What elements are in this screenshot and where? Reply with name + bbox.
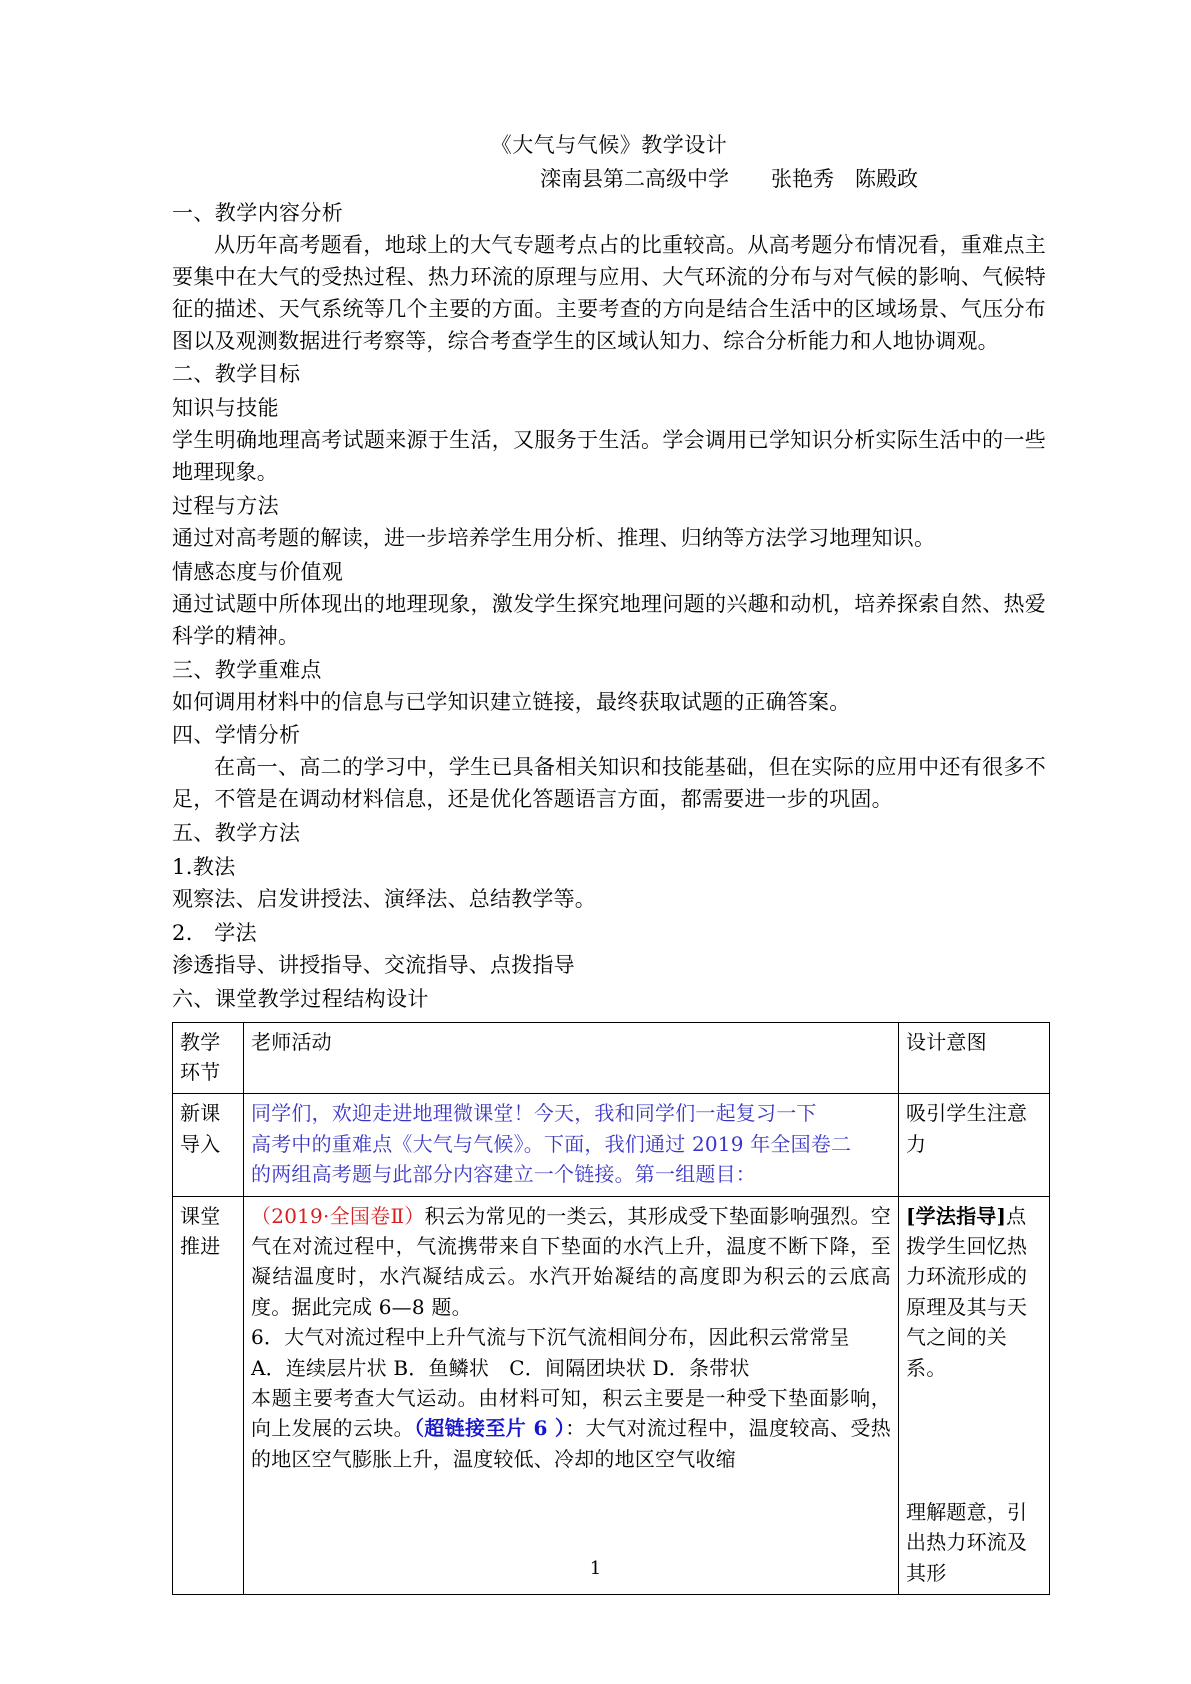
document-byline: 滦南县第二高级中学 张艳秀 陈殿政 xyxy=(540,167,918,192)
section-2-sub1-text: 学生明确地理高考试题来源于生活，又服务于生活。学会调用已学知识分析实际生活中的一些地理现象。 xyxy=(172,428,1046,485)
table-row xyxy=(173,1196,1050,1595)
section-2-heading: 二、教学目标 xyxy=(172,362,301,387)
row-2-stage xyxy=(173,1196,244,1595)
row-1-activity xyxy=(244,1094,899,1196)
header-cell-intent: 设计意图 xyxy=(899,1022,1050,1094)
row-1-stage-line-1: 新课 xyxy=(180,1101,221,1126)
page-number: 1 xyxy=(589,1558,602,1579)
section-2-sub1-heading: 知识与技能 xyxy=(172,396,279,421)
row-2-options: A．连续层片状 B．鱼鳞状 C．间隔团块状 D．条带状 xyxy=(251,1355,750,1380)
section-1-heading: 一、教学内容分析 xyxy=(172,200,344,225)
row-1-activity-line-3: 的两组高考题与此部分内容建立一个链接。第一组题目： xyxy=(251,1162,756,1187)
row-1-activity-line-1: 同学们，欢迎走进地理微课堂！今天，我和同学们一起复习一下 xyxy=(251,1101,817,1126)
section-3-text: 如何调用材料中的信息与已学知识建立链接，最终获取试题的正确答案。 xyxy=(172,689,851,714)
section-5-sub1-heading: 1.教法 xyxy=(172,855,236,880)
table-header-row xyxy=(173,1022,1050,1094)
row-2-activity xyxy=(244,1196,899,1595)
row-2-question-block xyxy=(251,1201,891,1323)
row-1-intent: 吸引学生注意力 xyxy=(899,1094,1050,1196)
section-3-heading: 三、教学重难点 xyxy=(172,657,322,682)
question-body: 积云为常见的一类云，其形成受下垫面影响强烈。空气在对流过程中，气流携带来自下垫面的水汽上升，温度不断下降，至凝结温度时，水汽凝结成云。水汽开始凝结的高度即为积云的云底高度。据此完成 6—8 题。 xyxy=(251,1203,891,1319)
section-6-heading: 六、课堂教学过程结构设计 xyxy=(172,986,429,1011)
section-4-text: 在高一、高二的学习中，学生已具备相关知识和技能基础，但在实际的应用中还有很多不足，不管是在调动材料信息，还是优化答题语言方面，都需要进一步的巩固。 xyxy=(172,755,1046,812)
row-1-activity-line-2: 高考中的重难点《大气与气候》。下面，我们通过 2019 年全国卷二 xyxy=(251,1131,852,1156)
row-2-question-6: 6．大气对流过程中上升气流与下沉气流相间分布，因此积云常常呈 xyxy=(251,1325,850,1350)
section-1-paragraph: 从历年高考题看，地球上的大气专题考点占的比重较高。从高考题分布情况看，重难点主要集中在大气的受热过程、热力环流的原理与应用、大气环流的分布与对气候的影响、气候特征的描述、天气系统等几个主要的方面。主要考查的方向是结合生活中的区域场景、气压分布图以及观测数据进行考察等，综合考查学生的区域认知力、综合分析能力和人地协调观。 xyxy=(172,232,1046,353)
section-4-heading: 四、学情分析 xyxy=(172,723,301,748)
header-stage-line-2: 环节 xyxy=(180,1059,221,1084)
hyperlink-to-slide-6[interactable]: （超链接至片 6 ） xyxy=(413,1416,566,1441)
row-2-stage-line-2: 推进 xyxy=(180,1233,221,1258)
row-2-analysis xyxy=(251,1383,891,1474)
header-cell-activity: 老师活动 xyxy=(244,1022,899,1094)
table-row xyxy=(173,1094,1050,1196)
teaching-process-table xyxy=(172,1022,1050,1595)
section-5-heading: 五、教学方法 xyxy=(172,821,301,846)
question-source-label: （2019·全国卷Ⅱ） xyxy=(251,1203,425,1228)
row-2-stage-line-1: 课堂 xyxy=(180,1203,221,1228)
document-title: 《大气与气候》教学设计 xyxy=(490,133,728,157)
section-2-sub3-heading: 情感态度与价值观 xyxy=(172,559,344,584)
section-2-sub3-text: 通过试题中所体现出的地理现象，激发学生探究地理问题的兴趣和动机，培养探索自然、热爱科学的精神。 xyxy=(172,591,1046,648)
intent-vertical-spacer xyxy=(906,1383,1042,1497)
row-1-stage xyxy=(173,1094,244,1196)
section-2-sub2-heading: 过程与方法 xyxy=(172,494,279,519)
row-2-intent xyxy=(899,1196,1050,1595)
header-stage-line-1: 教学 xyxy=(180,1029,221,1054)
section-2-sub2-text: 通过对高考题的解读，进一步培养学生用分析、推理、归纳等方法学习地理知识。 xyxy=(172,526,936,550)
section-5-sub1-text: 观察法、启发讲授法、演绎法、总结教学等。 xyxy=(172,886,596,911)
header-cell-stage xyxy=(173,1022,244,1094)
analysis-post-text: ：大气对流过程中，温度较高、受热的地区空气膨胀上升，温度较低、冷却的地区空气收缩 xyxy=(251,1416,892,1471)
study-method-guidance-label: [学法指导] xyxy=(906,1203,1007,1228)
section-5-sub2-heading: 2. 学法 xyxy=(172,920,258,945)
section-5-sub2-text: 渗透指导、讲授指导、交流指导、点拨指导 xyxy=(172,952,575,977)
row-2-intent-primary xyxy=(906,1201,1042,1383)
row-1-stage-line-2: 导入 xyxy=(180,1131,221,1156)
row-2-intent-secondary: 理解题意，引出热力环流及其形 xyxy=(906,1499,1028,1585)
study-method-guidance-text: 点拨学生回忆热力环流形成的原理及其与天气之间的关系。 xyxy=(906,1203,1028,1380)
analysis-pre-text: 本题主要考查大气运动。由材料可知，积云主要是一种受下垫面影响，向上发展的云块。 xyxy=(251,1385,891,1441)
